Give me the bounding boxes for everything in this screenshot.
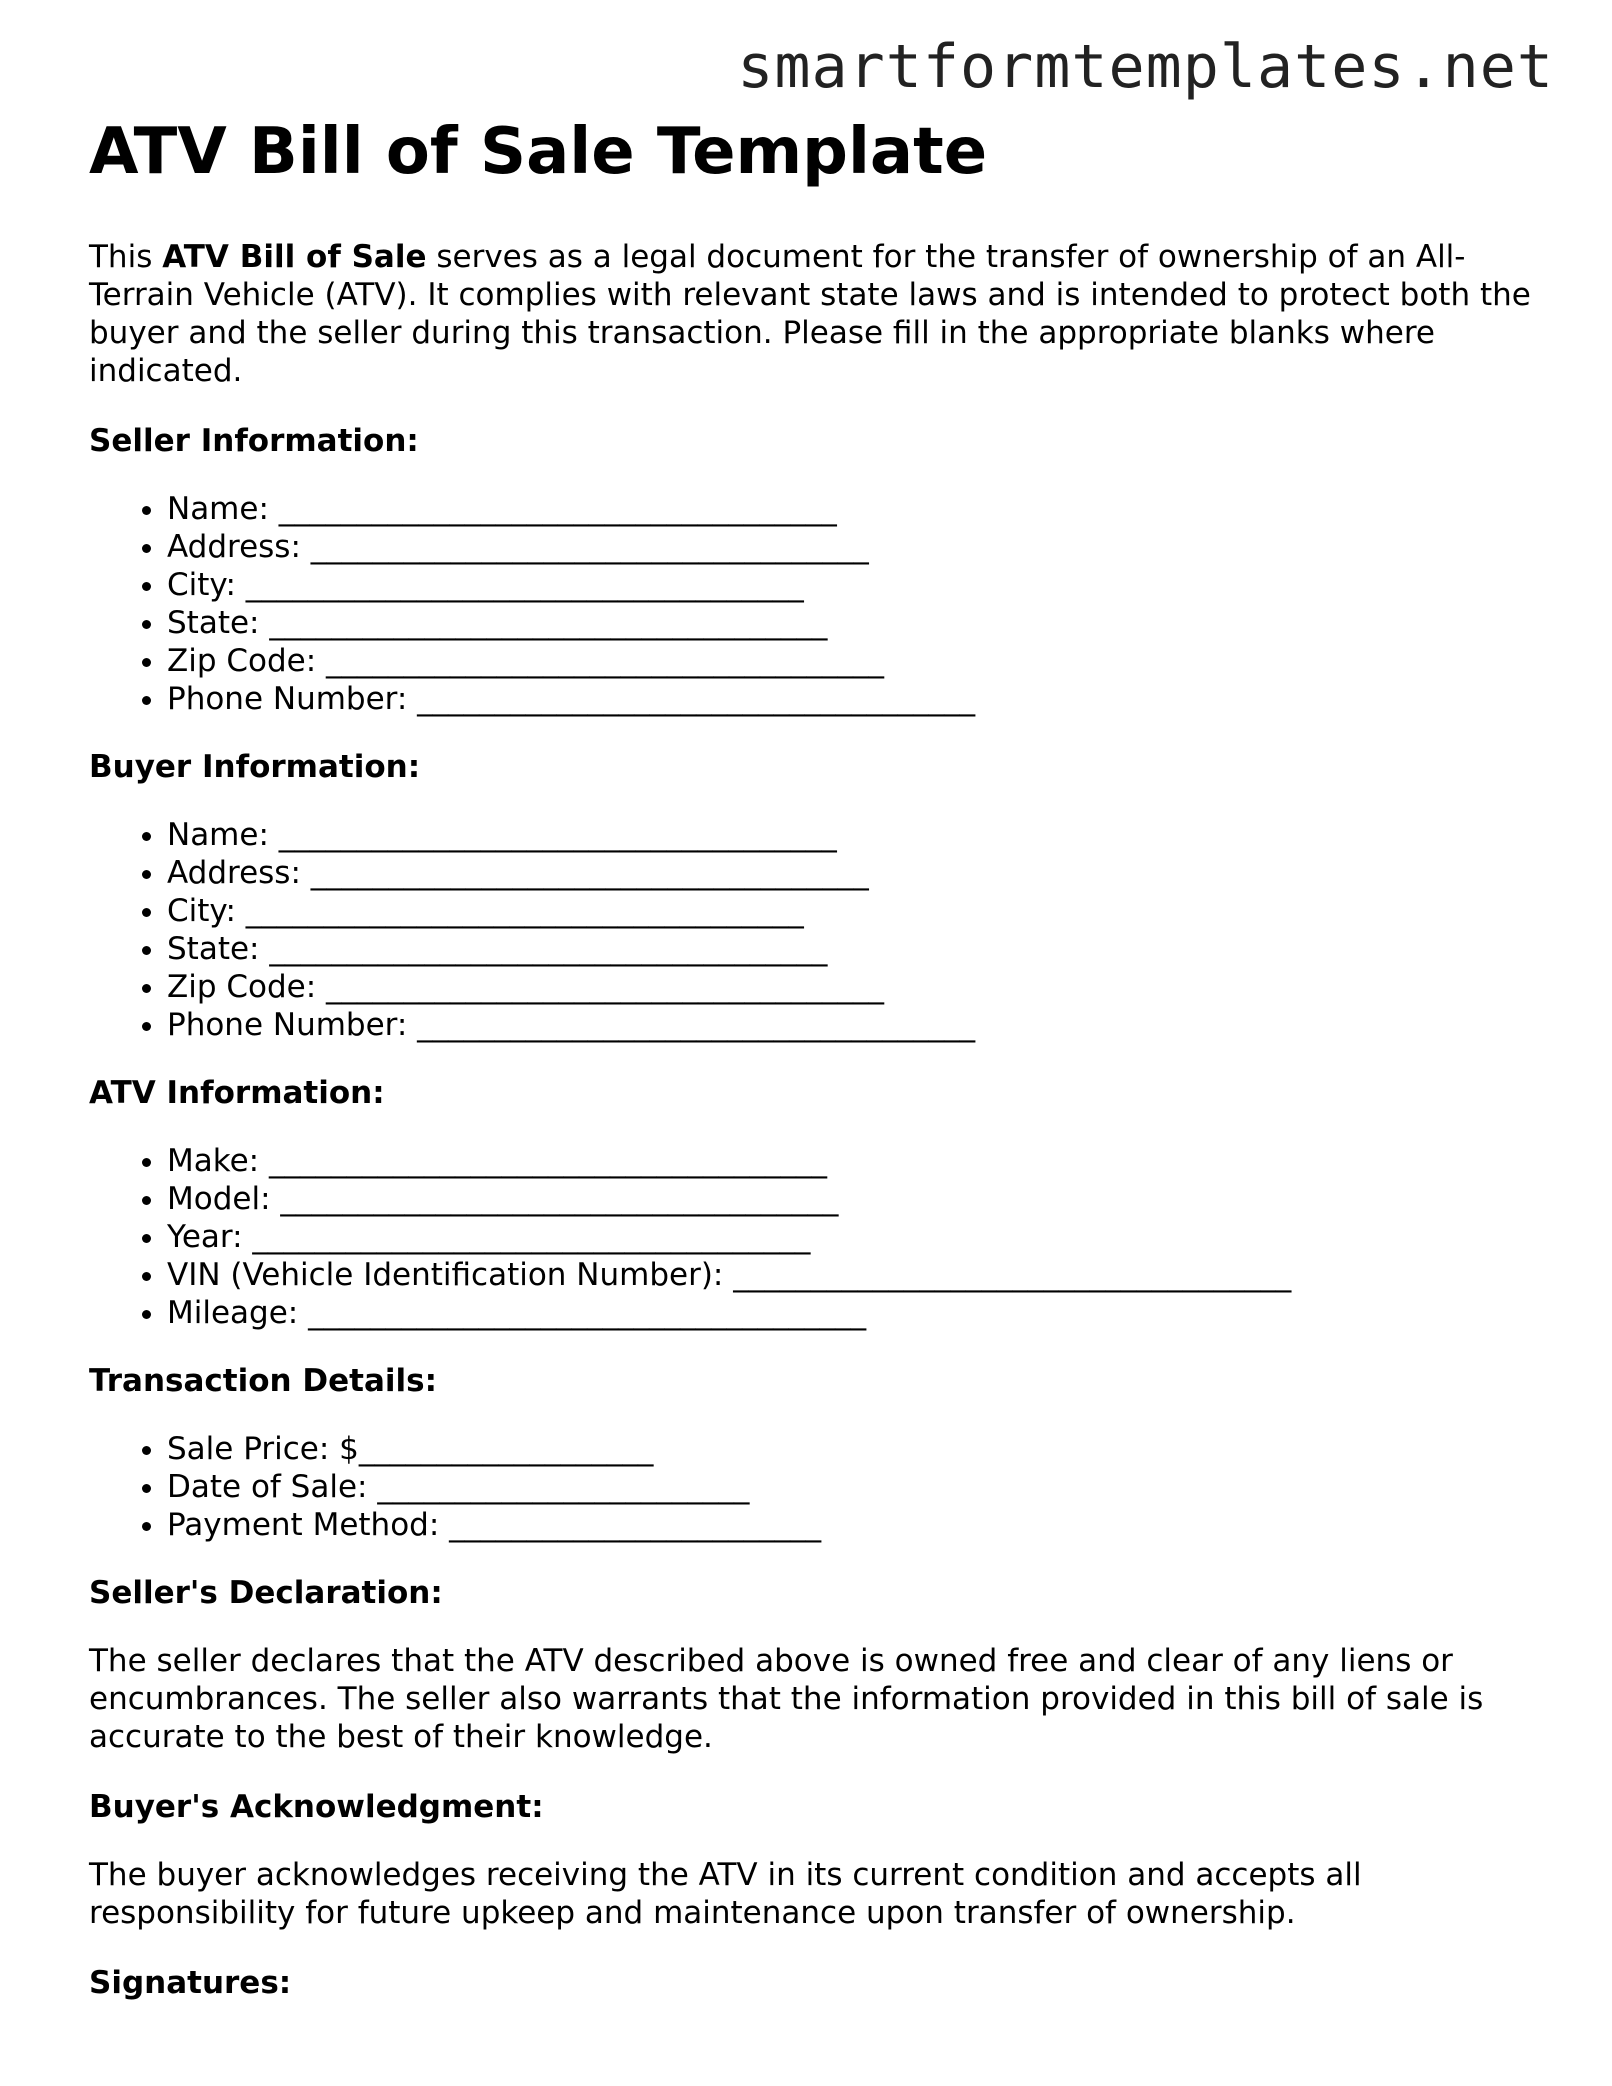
atv-info-heading: ATV Information: [89, 1075, 385, 1111]
seller-declaration-text: The seller declares that the ATV described above is owned free and clear of any liens or encumbrances. The seller also warrants that the information provided in this bill of sale is accurate to the best of their knowledge. [89, 1643, 1484, 1755]
seller-zip-field: • Zip Code: ____________________________________ [167, 642, 1539, 680]
buyer-ack-heading: Buyer's Acknowledgment: [89, 1789, 544, 1825]
buyer-name-field: • Name: ____________________________________ [167, 816, 1539, 854]
atv-year-field: • Year: ____________________________________ [167, 1218, 1539, 1256]
atv-mileage-field: • Mileage: ____________________________________ [167, 1294, 1539, 1332]
payment-method-field: • Payment Method: ________________________ [167, 1506, 1539, 1544]
sale-date-field: • Date of Sale: ________________________ [167, 1468, 1539, 1506]
buyer-zip-field: • Zip Code: ____________________________________ [167, 968, 1539, 1006]
seller-city-field: • City: ____________________________________ [167, 566, 1539, 604]
seller-state-field: • State: ____________________________________ [167, 604, 1539, 642]
seller-address-field: • Address: ____________________________________ [167, 528, 1539, 566]
intro-paragraph [89, 238, 1539, 390]
atv-vin-field: • VIN (Vehicle Identification Number): ____________________________________ [167, 1256, 1539, 1294]
seller-info-heading: Seller Information: [89, 423, 419, 459]
sale-price-field: • Sale Price: $___________________ [167, 1430, 1539, 1468]
atv-model-field: • Model: ____________________________________ [167, 1180, 1539, 1218]
seller-declaration-heading: Seller's Declaration: [89, 1575, 443, 1611]
seller-name-field: • Name: ____________________________________ [167, 490, 1539, 528]
seller-info-list [89, 490, 1539, 718]
buyer-ack-text: The buyer acknowledges receiving the ATV in its current condition and accepts all responsibility for future upkeep and maintenance upon transfer of ownership. [89, 1857, 1362, 1931]
atv-make-field: • Make: ____________________________________ [167, 1142, 1539, 1180]
transaction-heading: Transaction Details: [89, 1363, 437, 1399]
intro-bold: ATV Bill of Sale [162, 239, 427, 275]
document-body [89, 114, 1539, 2032]
buyer-info-list [89, 816, 1539, 1044]
signatures-heading: Signatures: [89, 1965, 292, 2001]
transaction-list [89, 1430, 1539, 1544]
seller-phone-field: • Phone Number: ____________________________________ [167, 680, 1539, 718]
intro-post: serves as a legal document for the transfer of ownership of an All-Terrain Vehicle (ATV). It complies with relevant state laws and is intended to protect both the buyer and the seller during this transaction. Please fill in the appropriate blanks where indicated. [89, 239, 1531, 389]
watermark-site-name: smartformtemplates.net [737, 32, 1554, 102]
intro-pre: This [89, 239, 163, 275]
page-title: ATV Bill of Sale Template [89, 115, 988, 189]
buyer-address-field: • Address: ____________________________________ [167, 854, 1539, 892]
buyer-city-field: • City: ____________________________________ [167, 892, 1539, 930]
buyer-phone-field: • Phone Number: ____________________________________ [167, 1006, 1539, 1044]
atv-info-list [89, 1142, 1539, 1332]
buyer-state-field: • State: ____________________________________ [167, 930, 1539, 968]
buyer-info-heading: Buyer Information: [89, 749, 421, 785]
